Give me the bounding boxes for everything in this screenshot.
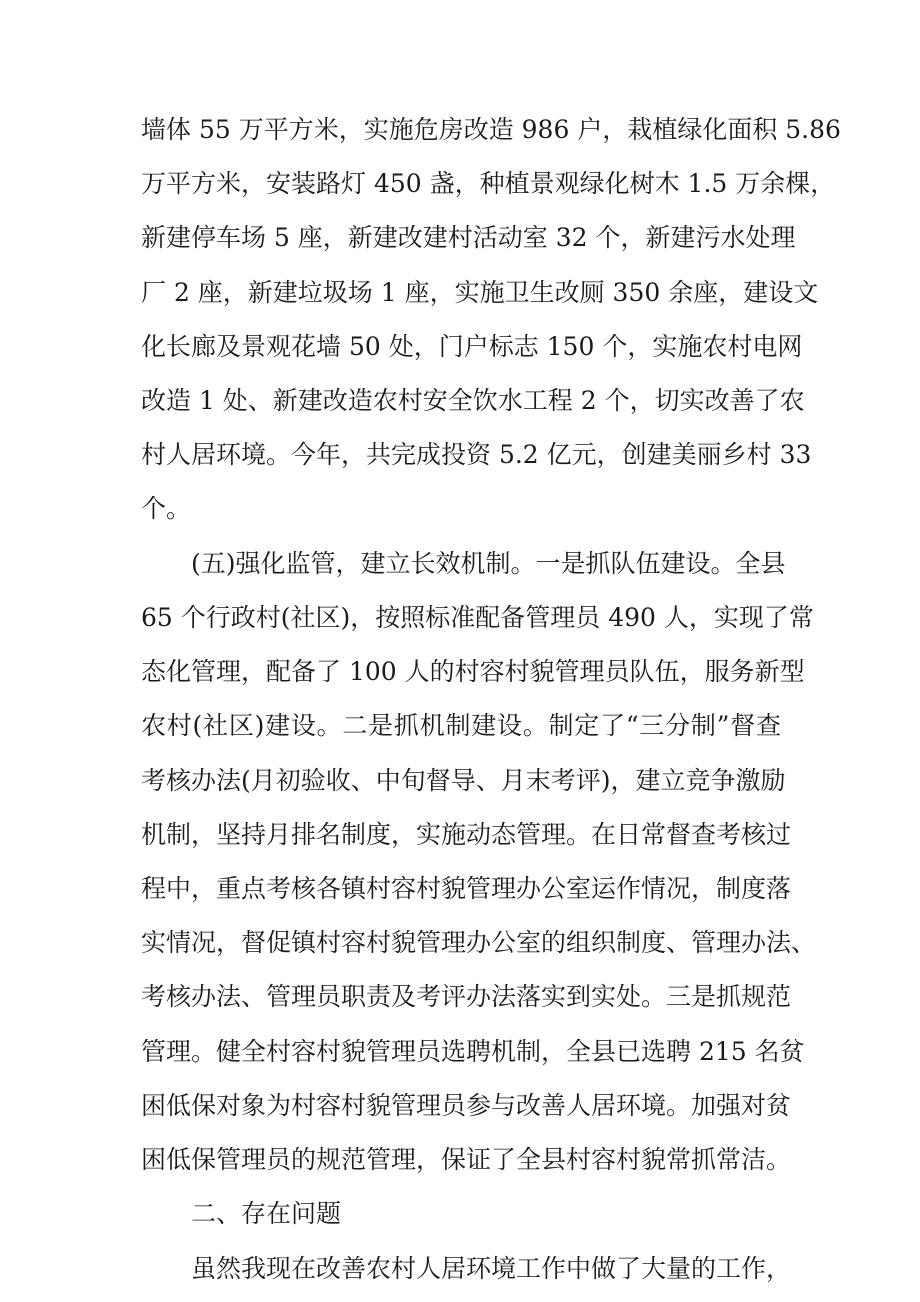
section-heading-problems: 二、存在问题	[191, 1199, 342, 1228]
text-line: 万平方米，安装路灯 450 盏，种植景观绿化树木 1.5 万余棵，	[141, 169, 836, 198]
text-line: 个。	[141, 494, 192, 523]
text-line: 实情况，督促镇村容村貌管理办公室的组织制度、管理办法、	[141, 928, 817, 957]
text-line: 考核办法(月初验收、中旬督导、月末考评)，建立竞争激励	[141, 766, 786, 795]
text-line: 墙体 55 万平方米，实施危房改造 986 户，栽植绿化面积 5.86	[141, 115, 841, 144]
text-line: 困低保管理员的规范管理，保证了全县村容村貌常抓常洁。	[141, 1145, 792, 1174]
text-line: 厂 2 座，新建垃圾场 1 座，实施卫生改厕 350 余座，建设文	[141, 278, 819, 307]
text-line: 65 个行政村(社区)，按照标准配备管理员 490 人，实现了常	[141, 603, 814, 632]
text-line: 程中，重点考核各镇村容村貌管理办公室运作情况，制度落	[141, 874, 792, 903]
text-line: 考核办法、管理员职责及考评办法落实到实处。三是抓规范	[141, 982, 792, 1011]
text-line: 改造 1 处、新建改造农村安全饮水工程 2 个，切实改善了农	[141, 386, 805, 415]
text-line: 化长廊及景观花墙 50 处，门户标志 150 个，实施农村电网	[141, 332, 803, 361]
text-line: 村人居环境。今年，共完成投资 5.2 亿元，创建美丽乡村 33	[141, 440, 812, 469]
text-line: 态化管理，配备了 100 人的村容村貌管理员队伍，服务新型	[141, 657, 805, 686]
text-line: 虽然我现在改善农村人居环境工作中做了大量的工作，	[191, 1254, 792, 1283]
text-line: 困低保对象为村容村貌管理员参与改善人居环境。加强对贫	[141, 1091, 792, 1120]
text-line: 机制，坚持月排名制度，实施动态管理。在日常督查考核过	[141, 820, 792, 849]
section-heading-five: (五)强化监管，建立长效机制。一是抓队伍建设。全县	[191, 549, 786, 578]
text-line: 管理。健全村容村貌管理员选聘机制，全县已选聘 215 名贫	[141, 1037, 805, 1066]
text-line: 农村(社区)建设。二是抓机制建设。制定了“三分制”督查	[141, 711, 781, 740]
text-line: 新建停车场 5 座，新建改建村活动室 32 个，新建污水处理	[141, 223, 796, 252]
